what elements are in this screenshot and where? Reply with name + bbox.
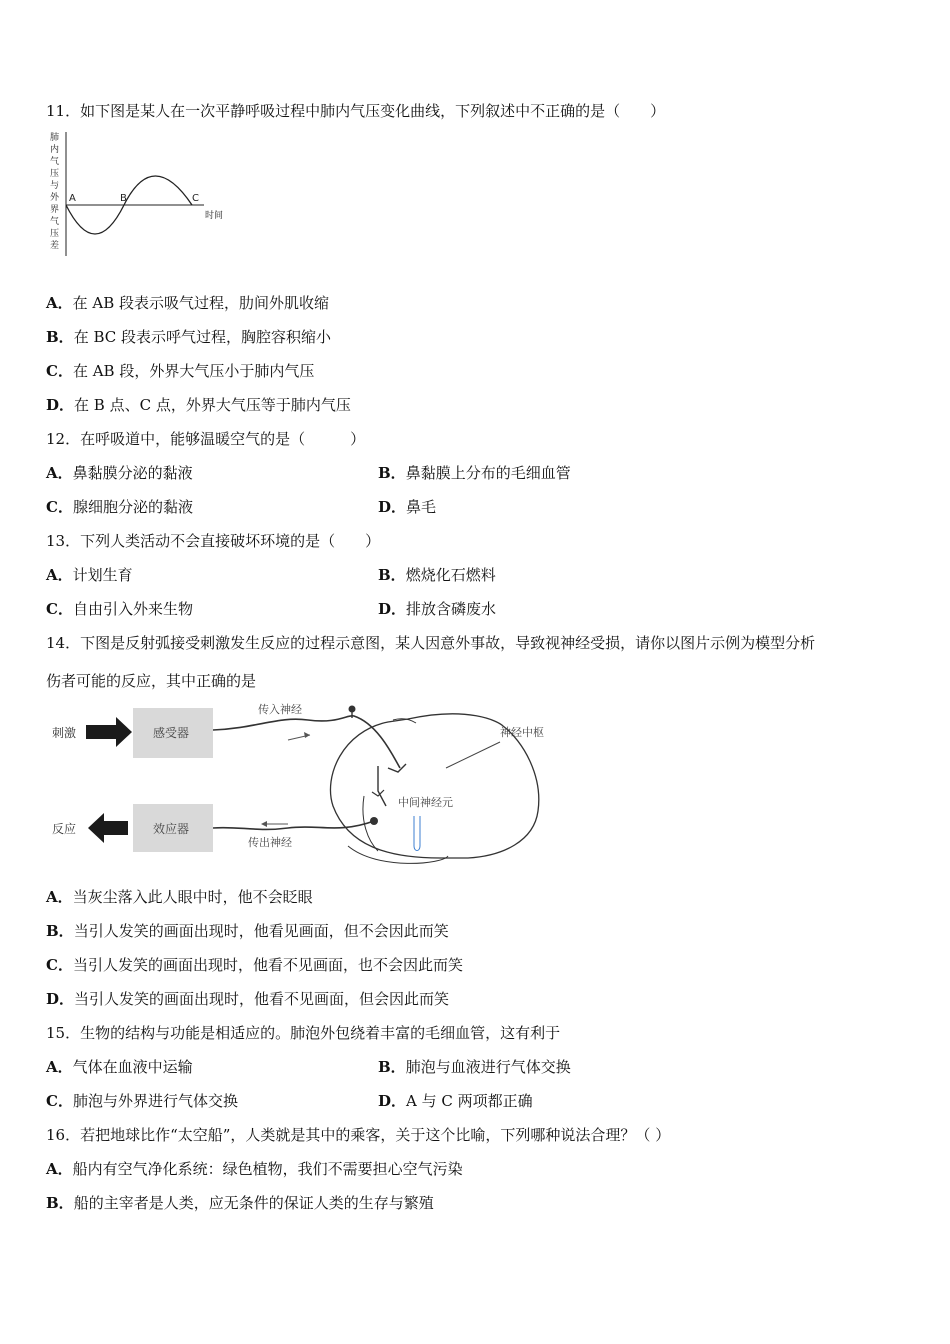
q13-option-d: [378, 599, 496, 619]
response-label: 反应: [52, 822, 77, 836]
q14-option-c: [46, 955, 463, 975]
q14-stem-line2: 伤者可能的反应，其中正确的是: [46, 672, 257, 690]
q12-option-a: [46, 463, 193, 483]
option-text: 在 AB 段，外界大气压小于肺内气压: [72, 362, 315, 380]
option-label: C．: [46, 362, 73, 380]
q16-option-a: [46, 1159, 463, 1179]
q13-stem: 13．下列人类活动不会直接破坏环境的是（ ）: [46, 532, 381, 550]
option-label: D．: [46, 990, 75, 1008]
option-text: 当引人发笑的画面出现时，他看见画面，但不会因此而笑: [73, 922, 449, 940]
y-label-char: 外: [50, 193, 60, 203]
pressure-curve-chart: [42, 128, 242, 260]
option-text: 自由引入外来生物: [72, 600, 193, 618]
efferent-nerve: [213, 821, 374, 829]
option-text: 燃烧化石燃料: [405, 566, 496, 584]
q12-option-b: [378, 463, 571, 483]
stimulus-label: 刺激: [52, 726, 77, 740]
y-label-char: 差: [50, 241, 60, 251]
option-label: D．: [378, 1092, 407, 1110]
q14-stem-line1: 14．下图是反射弧接受刺激发生反应的过程示意图，某人因意外事故，导致视神经受损，请你以图片示例为模型分析: [46, 634, 816, 652]
option-label: B．: [378, 566, 406, 584]
option-label: C．: [46, 600, 73, 618]
x-axis-label: 时间: [205, 211, 224, 221]
y-label-char: 界: [50, 205, 60, 215]
option-label: B．: [46, 1194, 74, 1212]
q16-stem: 16．若把地球比作“太空船”，人类就是其中的乘客，关于这个比喻，下列哪种说法合理？（ ）: [46, 1126, 671, 1144]
option-text: 肺泡与血液进行气体交换: [405, 1058, 571, 1076]
y-label-char: 压: [50, 229, 60, 239]
point-a-label: A: [69, 193, 76, 204]
q11-option-c: [46, 361, 314, 381]
option-label: A．: [46, 888, 73, 906]
option-label: A．: [46, 1058, 73, 1076]
option-label: B．: [46, 328, 74, 346]
option-label: D．: [46, 396, 75, 414]
option-label: D．: [378, 498, 407, 516]
q14-option-d: [46, 989, 449, 1009]
option-text: 气体在血液中运输: [72, 1058, 193, 1076]
q16-option-b: [46, 1193, 434, 1213]
option-text: 当引人发笑的画面出现时，他看不见画面，也不会因此而笑: [72, 956, 463, 974]
option-text: 肺泡与外界进行气体交换: [72, 1092, 238, 1110]
q15-option-c: [46, 1091, 238, 1111]
point-b-label: B: [120, 193, 127, 204]
q11-option-a: [46, 293, 329, 313]
q14-option-a: [46, 887, 313, 907]
option-text: 计划生育: [72, 566, 133, 584]
q15-option-d: [378, 1091, 533, 1111]
point-c-label: C: [192, 193, 199, 204]
q12-option-c: [46, 497, 193, 517]
option-text: 在 BC 段表示呼气过程，胸腔容积缩小: [73, 328, 332, 346]
option-text: 排放含磷废水: [406, 600, 497, 618]
q14-option-b: [46, 921, 449, 941]
option-text: 在 AB 段表示吸气过程，肋间外肌收缩: [72, 294, 330, 312]
option-text: 鼻毛: [406, 498, 437, 516]
y-label-char: 内: [50, 145, 60, 155]
central-canal: [414, 816, 420, 851]
q11-option-d: [46, 395, 351, 415]
efferent-label: 传出神经: [248, 836, 292, 849]
option-label: B．: [378, 1058, 406, 1076]
q11-option-b: [46, 327, 331, 347]
option-label: A．: [46, 464, 73, 482]
receptor-label: 感受器: [153, 726, 190, 740]
option-text: 船的主宰者是人类，应无条件的保证人类的生存与繁殖: [73, 1194, 434, 1212]
option-text: 腺细胞分泌的黏液: [72, 498, 193, 516]
option-label: B．: [378, 464, 406, 482]
center-label: 神经中枢: [500, 726, 544, 739]
q13-option-c: [46, 599, 193, 619]
interneuron: [378, 766, 386, 806]
response-arrow-icon: [88, 813, 128, 843]
option-label: D．: [378, 600, 407, 618]
afferent-label: 传入神经: [258, 703, 302, 716]
option-text: 当灰尘落入此人眼中时，他不会眨眼: [72, 888, 313, 906]
option-text: 船内有空气净化系统：绿色植物，我们不需要担心空气污染: [72, 1160, 463, 1178]
option-label: C．: [46, 1092, 73, 1110]
y-label-char: 与: [50, 181, 60, 191]
option-text: 鼻黏膜分泌的黏液: [72, 464, 193, 482]
y-label-char: 气: [50, 157, 60, 167]
option-text: 鼻黏膜上分布的毛细血管: [405, 464, 571, 482]
q12-option-d: [378, 497, 436, 517]
stimulus-arrow-icon: [86, 717, 132, 747]
option-label: C．: [46, 956, 73, 974]
option-label: A．: [46, 566, 73, 584]
option-text: 在 B 点、C 点，外界大气压等于肺内气压: [74, 396, 351, 414]
q15-stem: 15．生物的结构与功能是相适应的。肺泡外包绕着丰富的毛细血管，这有利于: [46, 1024, 561, 1042]
y-label-char: 肺: [50, 133, 60, 143]
option-label: C．: [46, 498, 73, 516]
option-label: B．: [46, 922, 74, 940]
option-text: A 与 C 两项都正确: [406, 1092, 533, 1110]
reflex-arc-diagram: [48, 696, 568, 874]
y-label-char: 压: [50, 169, 60, 179]
option-text: 当引人发笑的画面出现时，他看不见画面，但会因此而笑: [74, 990, 450, 1008]
q13-option-a: [46, 565, 133, 585]
interneuron-label: 中间神经元: [398, 796, 453, 809]
q13-option-b: [378, 565, 496, 585]
effector-label: 效应器: [153, 822, 190, 836]
q12-stem: 12．在呼吸道中，能够温暖空气的是（ ）: [46, 430, 366, 448]
afferent-nerve: [213, 716, 400, 768]
y-label-char: 气: [50, 217, 60, 227]
q15-option-b: [378, 1057, 571, 1077]
option-label: A．: [46, 1160, 73, 1178]
q15-option-a: [46, 1057, 193, 1077]
q11-stem: 11．如下图是某人在一次平静呼吸过程中肺内气压变化曲线，下列叙述中不正确的是（ ）: [46, 102, 666, 120]
option-label: A．: [46, 294, 73, 312]
